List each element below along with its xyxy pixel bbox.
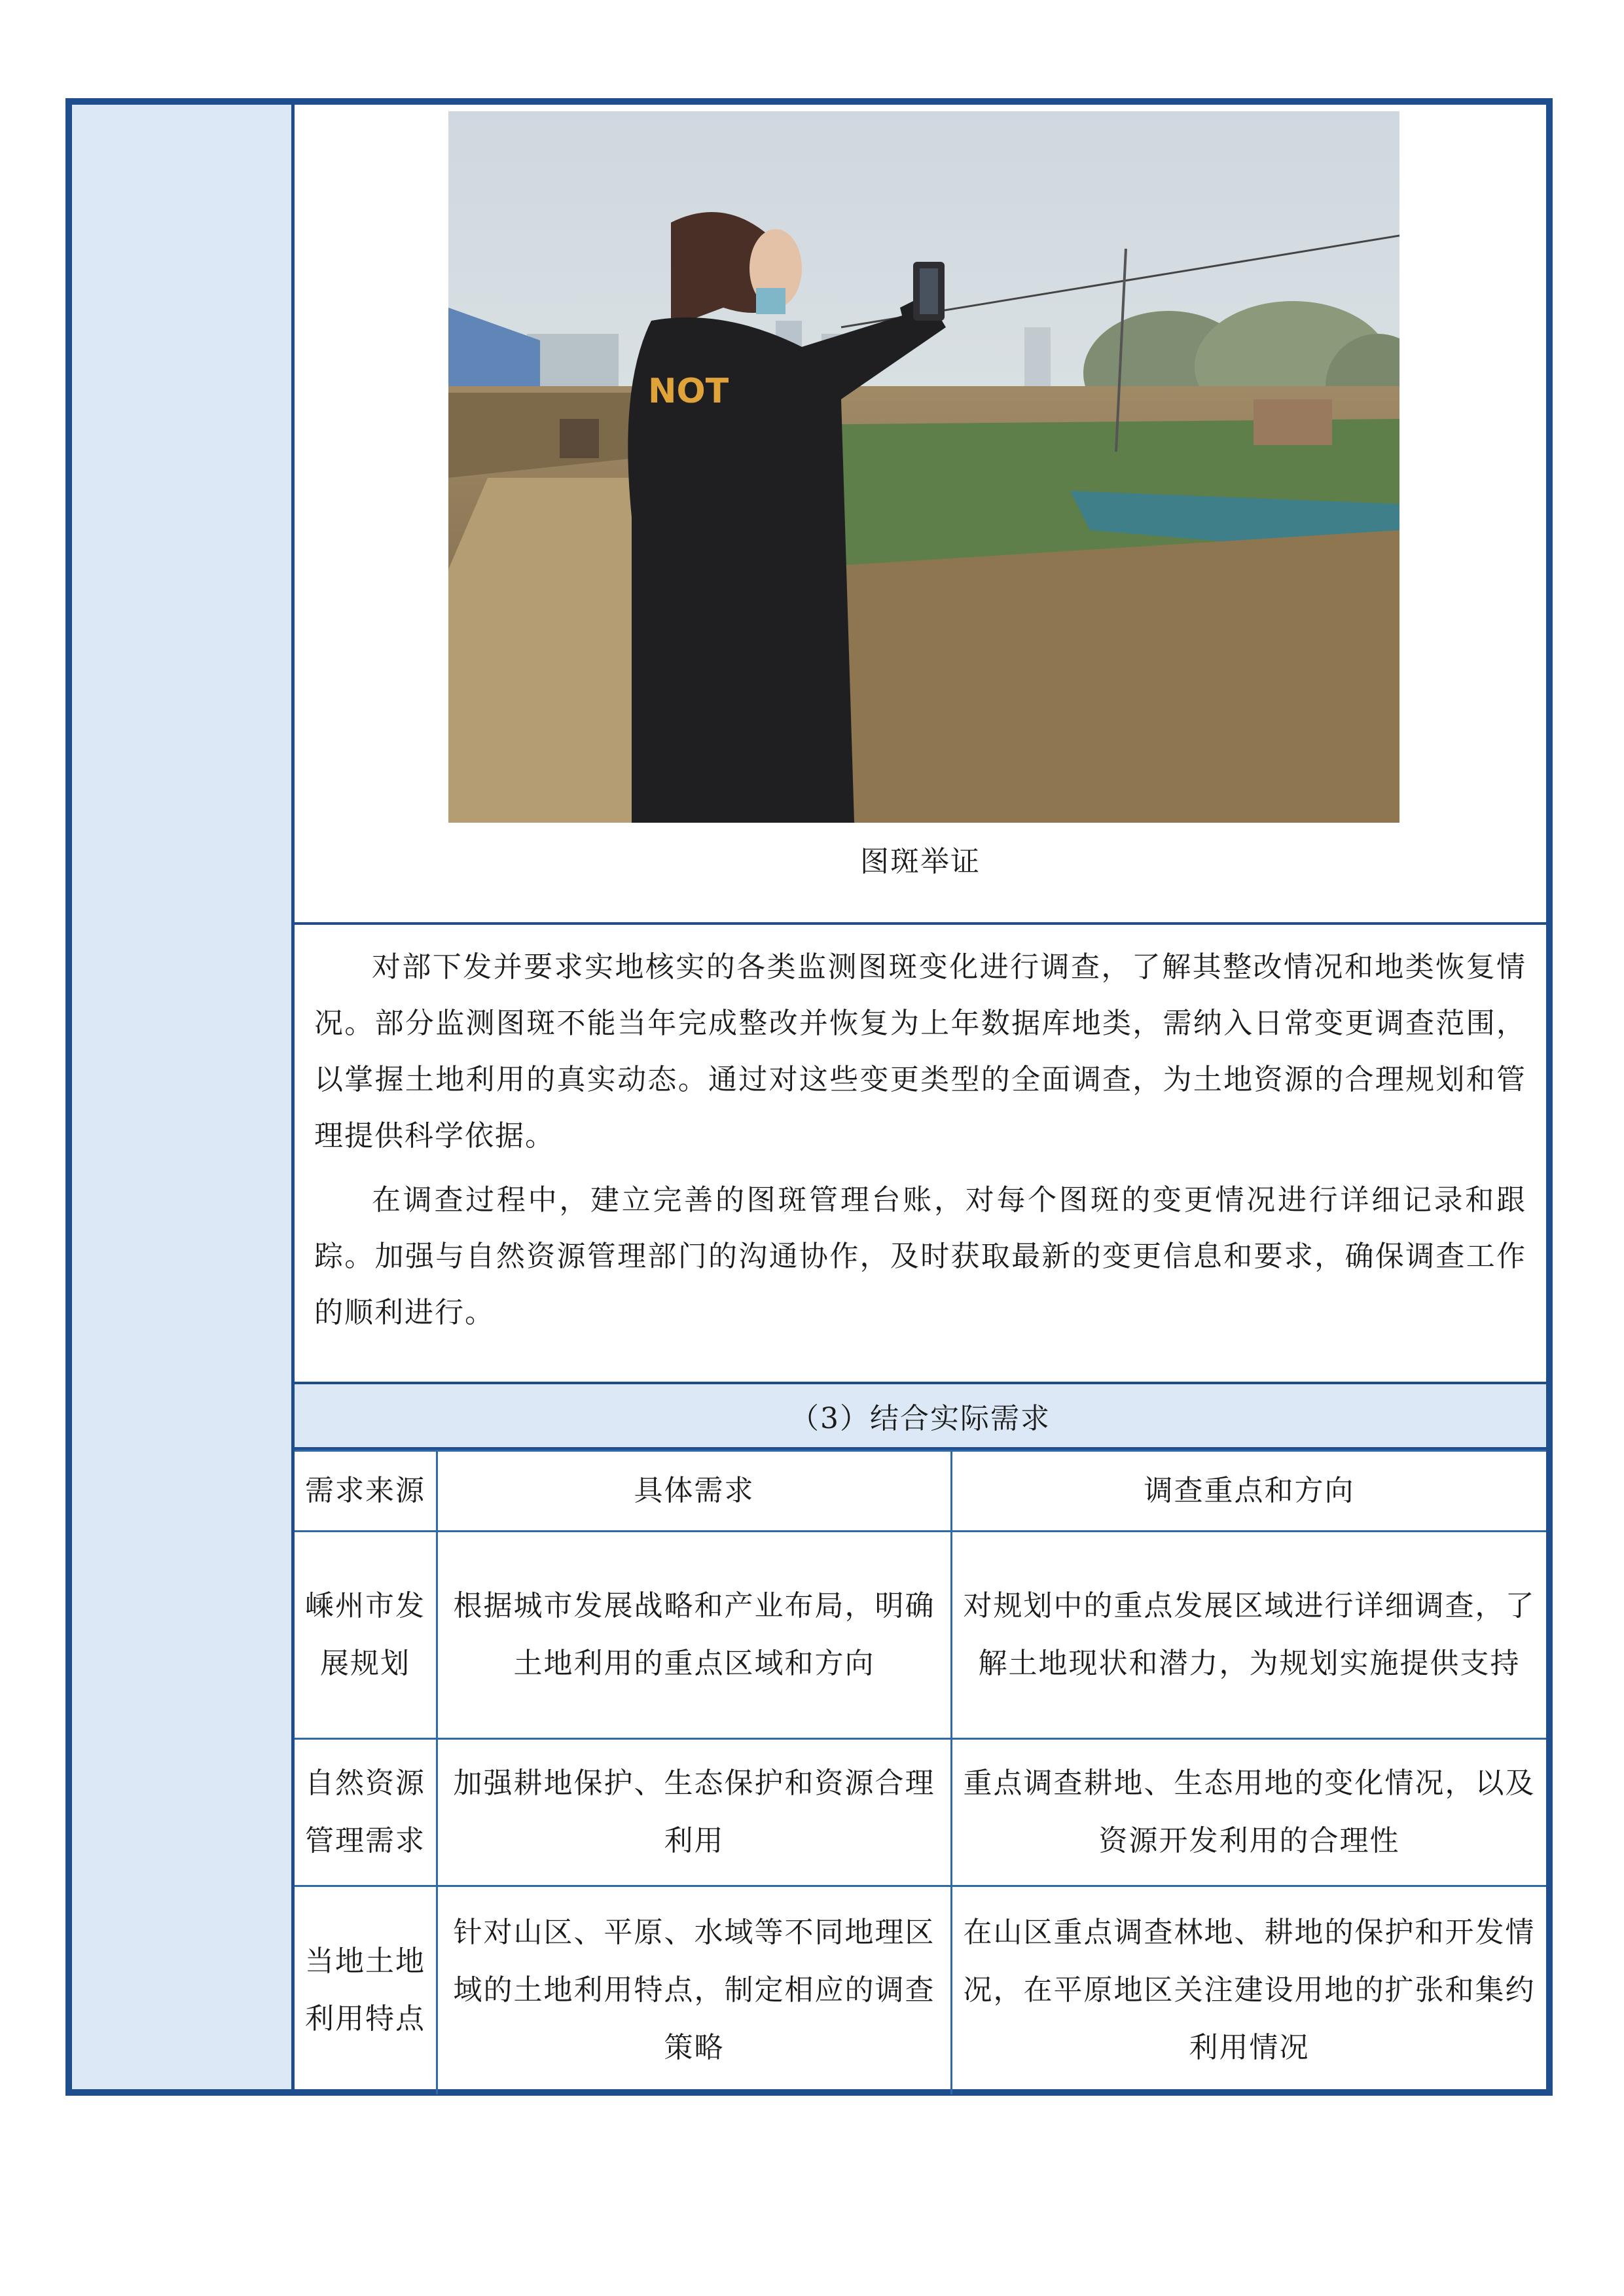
requirements-table-section	[295, 1384, 1546, 2089]
table-row	[295, 1532, 1546, 1739]
header-cell: 需求来源	[295, 1451, 437, 1532]
table-cell: 加强耕地保护、生态保护和资源合理利用	[437, 1739, 952, 1886]
table-row	[295, 1886, 1546, 2094]
left-margin-column	[72, 105, 295, 2089]
table-cell: 在山区重点调查林地、耕地的保护和开发情况，在平原地区关注建设用地的扩张和集约利用情况	[952, 1886, 1547, 2094]
table-title: （3）结合实际需求	[295, 1384, 1546, 1450]
header-cell: 调查重点和方向	[952, 1451, 1547, 1532]
table-header-row	[295, 1451, 1546, 1532]
photo-section	[295, 105, 1546, 925]
table-cell: 当地土地利用特点	[295, 1886, 437, 2094]
table-cell: 针对山区、平原、水域等不同地理区域的土地利用特点，制定相应的调查策略	[437, 1886, 952, 2094]
requirements-table	[295, 1450, 1546, 2094]
table-cell: 对规划中的重点发展区域进行详细调查，了解土地现状和潜力，为规划实施提供支持	[952, 1532, 1547, 1739]
table-row	[295, 1739, 1546, 1886]
header-cell: 具体需求	[437, 1451, 952, 1532]
main-content	[295, 105, 1546, 2089]
text-section	[295, 925, 1546, 1384]
table-cell: 根据城市发展战略和产业布局，明确土地利用的重点区域和方向	[437, 1532, 952, 1739]
field-survey-photo	[448, 111, 1399, 823]
table-cell: 嵊州市发展规划	[295, 1532, 437, 1739]
body-paragraph: 对部下发并要求实地核实的各类监测图斑变化进行调查，了解其整改情况和地类恢复情况。部分监测图斑不能当年完成整改并恢复为上年数据库地类，需纳入日常变更调查范围，以掌握土地利用的真实动态。通过对这些变更类型的全面调查，为土地资源的合理规划和管理提供科学依据。	[314, 950, 1526, 1153]
photo-caption: 图斑举证	[860, 845, 981, 878]
svg-text:NOT: NOT	[648, 372, 729, 411]
page-frame	[65, 98, 1553, 2096]
table-cell: 重点调查耕地、生态用地的变化情况，以及资源开发利用的合理性	[952, 1739, 1547, 1886]
table-cell: 自然资源管理需求	[295, 1739, 437, 1886]
body-paragraph: 在调查过程中，建立完善的图斑管理台账，对每个图斑的变更情况进行详细记录和跟踪。加强与自然资源管理部门的沟通协作，及时获取最新的变更信息和要求，确保调查工作的顺利进行。	[314, 1183, 1526, 1329]
